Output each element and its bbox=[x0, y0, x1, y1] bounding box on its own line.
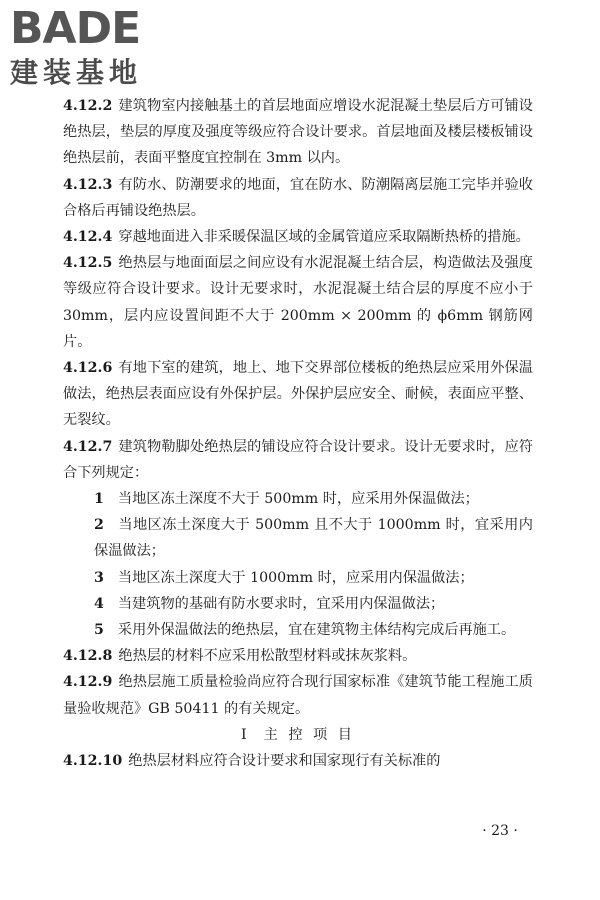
list-item: 5 采用外保温做法的绝热层，宜在建筑物主体结构完成后再施工。 bbox=[94, 622, 516, 639]
logo-subtitle: 建装基地 bbox=[10, 56, 143, 89]
list-item: 3 当地区冻土深度大于 1000mm 时，应采用内保温做法； bbox=[94, 569, 474, 586]
document-body bbox=[63, 93, 533, 774]
clause-4-12-4: 4.12.4 穿越地面进入非采暖保温区域的金属管道应采取隔断热桥的措施。 bbox=[63, 229, 530, 246]
clause-4-12-9: 4.12.9 绝热层施工质量检验尚应符合现行国家标准《建筑节能工程施工质量验收规范》GB 50411 的有关规定。 bbox=[63, 674, 533, 717]
clause-4-12-8: 4.12.8 绝热层的材料不应采用松散型材料或抹灰浆料。 bbox=[63, 648, 417, 665]
clause-4-12-10: 4.12.10 绝热层材料应符合设计要求和国家现行有关标准的 bbox=[63, 753, 441, 770]
clause-4-12-6: 4.12.6 有地下室的建筑，地上、地下交界部位楼板的绝热层应采用外保温做法，绝热层表面应设有外保护层。外保护层应安全、耐候，表面应平整、无裂纹。 bbox=[63, 360, 533, 429]
page-number: · 23 · bbox=[482, 823, 518, 839]
bade-logo bbox=[10, 4, 180, 92]
section-heading: Ⅰ 主 控 项 目 bbox=[241, 726, 355, 743]
clause-4-12-3: 4.12.3 有防水、防潮要求的地面，宜在防水、防潮隔离层施工完毕并验收合格后再铺设绝热层。 bbox=[63, 176, 533, 219]
list-item: 1 当地区冻土深度不大于 500mm 时，应采用外保温做法； bbox=[94, 491, 479, 508]
clause-4-12-7: 4.12.7 建筑物勒脚处绝热层的铺设应符合设计要求。设计无要求时，应符合下列规定： bbox=[63, 438, 533, 481]
list-item: 4 当建筑物的基础有防水要求时，宜采用内保温做法； bbox=[94, 595, 445, 612]
list-item: 2 当地区冻土深度大于 500mm 且不大于 1000mm 时，宜采用内保温做法； bbox=[94, 517, 533, 560]
clause-4-12-2: 4.12.2 建筑物室内接触基土的首层地面应增设水泥混凝土垫层后方可铺设绝热层，垫层的厚度及强度等级应符合设计要求。首层地面及楼层楼板铺设绝热层前，表面平整度宜控制在 3mm 以内。 bbox=[63, 98, 533, 167]
logo-brand: BADE bbox=[10, 3, 141, 54]
clause-4-12-5: 4.12.5 绝热层与地面面层之间应设有水泥混凝土结合层，构造做法及强度等级应符合设计要求。设计无要求时，水泥混凝土结合层的厚度不应小于 30mm，层内应设置间距不大于 200mm × 200mm 的 ϕ6mm 钢筋网片。 bbox=[63, 255, 533, 350]
